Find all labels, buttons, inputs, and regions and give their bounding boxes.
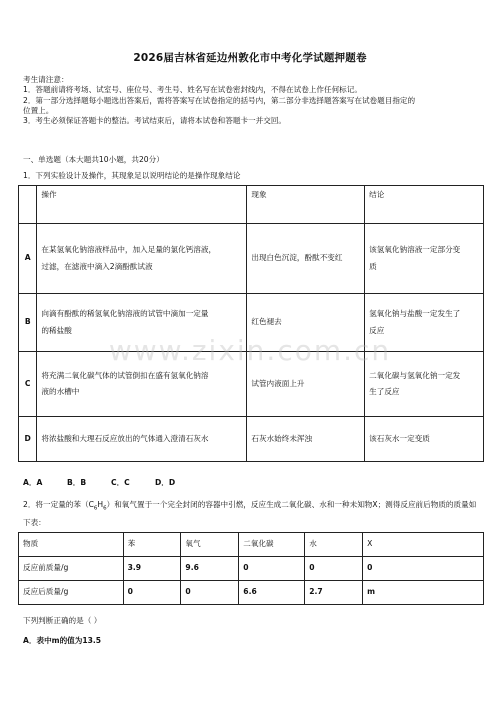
table-cell: 6.6 [239, 581, 305, 605]
table-row [19, 557, 484, 581]
cell-line: 该氢氧化钠溶液一定部分变 [369, 245, 461, 255]
conclusion-cell [365, 352, 484, 417]
cell-line: 将浓盐酸和大理石反应放出的气体通入澄清石灰水 [41, 433, 209, 443]
cell-line: 向滴有酚酞的稀氢氧化钠溶液的试管中滴加一定量 [41, 309, 209, 319]
table-header-cell: X [363, 533, 484, 557]
phenomenon-cell [247, 294, 365, 352]
table-row [19, 352, 484, 417]
question-1-stem: 1．下列实验设计及操作，其现象足以说明结论的是操作现象结论 [23, 171, 241, 180]
phenomenon-cell [247, 417, 365, 462]
table-row [19, 294, 484, 352]
option-b: B．B [67, 478, 87, 487]
conclusion-cell [365, 224, 484, 294]
conclusion-cell [365, 417, 484, 462]
table-cell: 0 [305, 557, 363, 581]
table-header-cell: 氧气 [181, 533, 239, 557]
option-a: A．A [23, 478, 43, 487]
cell-line: 过滤，在滤液中滴入2滴酚酞试液 [41, 261, 153, 271]
row-label: B [19, 294, 37, 352]
question-1-options [23, 478, 199, 488]
table-row [19, 224, 484, 294]
cell-line: 生了反应 [369, 387, 400, 396]
operation-cell [37, 294, 247, 352]
stem-part: 2．将一定量的苯（C [23, 500, 94, 509]
note-item: 2．第一部分选择题每小题选出答案后，需将答案写在试卷指定的括号内，第二部分非选择题答案写在试卷题目指定的 [23, 95, 416, 105]
cell-line: 石灰水始终未浑浊 [251, 433, 313, 443]
conclusion-cell [365, 294, 484, 352]
table-header-cell: 水 [305, 533, 363, 557]
phenomenon-cell [247, 352, 365, 417]
row-label: D [19, 417, 37, 462]
table-cell: 0 [181, 581, 239, 605]
table-row [19, 417, 484, 462]
table-row [19, 581, 484, 605]
operation-cell [37, 352, 247, 417]
option-d: D．D [155, 478, 176, 487]
section-heading: 一、单选题（本大题共10小题，共20分） [23, 155, 164, 164]
row-label: C [19, 352, 37, 417]
stem-part: ）和氧气置于一个完全封闭的容器中引燃，反应生成二氧化碳、水和一种未知物X；测得反应前后物质的质量如下表： [23, 500, 477, 527]
note-item: 位置上。 [23, 105, 54, 115]
table-header-row [19, 186, 484, 224]
cell-line: 将充满二氧化碳气体的试管倒扣在盛有氢氧化钠溶 [41, 370, 209, 380]
question-1-table [18, 185, 484, 462]
table-header-cell: 现象 [247, 186, 365, 224]
cell-line: 液的水槽中 [41, 387, 80, 396]
table-cell: 反应后质量/g [19, 581, 124, 605]
table-header-cell: 操作 [37, 186, 247, 224]
question-2-prompt: 下列判断正确的是（ ） [23, 616, 102, 625]
cell-line: 试管内液面上升 [251, 378, 305, 388]
note-item: 3．考生必须保证答题卡的整洁。考试结束后，请将本试卷和答题卡一并交回。 [23, 116, 287, 125]
cell-line: 出现白色沉淀，酚酞不变红 [251, 253, 343, 263]
operation-cell [37, 224, 247, 294]
table-cell: 0 [363, 557, 484, 581]
cell-line: 氢氧化钠与盐酸一定发生了 [369, 309, 461, 319]
question-2-table [18, 532, 484, 605]
note-item: 1．答题前请将考场、试室号、座位号、考生号、姓名写在试卷密封线内，不得在试卷上作任何标记。 [23, 85, 362, 95]
question-2-stem [23, 497, 483, 530]
cell-line: 该石灰水一定变质 [369, 433, 430, 443]
cell-line: 质 [369, 261, 377, 271]
table-header-cell: 物质 [19, 533, 124, 557]
table-cell: 0 [123, 581, 181, 605]
stem-part: H [97, 500, 104, 509]
table-cell: 9.6 [181, 557, 239, 581]
cell-line: 二氧化碳与氢氧化钠一定发 [369, 370, 461, 380]
table-cell: 0 [239, 557, 305, 581]
table-header-cell: 苯 [123, 533, 181, 557]
phenomenon-cell [247, 224, 365, 294]
page-title: 2026届吉林省延边州敦化市中考化学试题押题卷 [133, 52, 367, 64]
operation-cell [37, 417, 247, 462]
table-cell: 2.7 [305, 581, 363, 605]
table-cell: 反应前质量/g [19, 557, 124, 581]
exam-notes [23, 75, 478, 126]
table-cell: m [363, 581, 484, 605]
subscript: 6 [103, 505, 107, 512]
cell-line: 红色褪去 [251, 317, 282, 327]
table-cell [19, 186, 37, 224]
table-header-cell: 二氧化碳 [239, 533, 305, 557]
cell-line: 在某氢氧化钠溶液样品中，加入足量的氯化钙溶液， [41, 245, 217, 255]
option-c: C．C [111, 478, 130, 487]
subscript: 6 [93, 505, 98, 512]
table-header-row [19, 533, 484, 557]
table-cell: 3.9 [123, 557, 181, 581]
notes-heading: 考生请注意： [23, 75, 69, 84]
watermark: www.zixin.com.cn [108, 334, 392, 367]
cell-line: 的稀盐酸 [41, 325, 72, 335]
table-header-cell: 结论 [365, 186, 484, 224]
option-a: A．表中m的值为13.5 [23, 636, 102, 645]
row-label: A [19, 224, 37, 294]
cell-line: 反应 [369, 325, 385, 335]
